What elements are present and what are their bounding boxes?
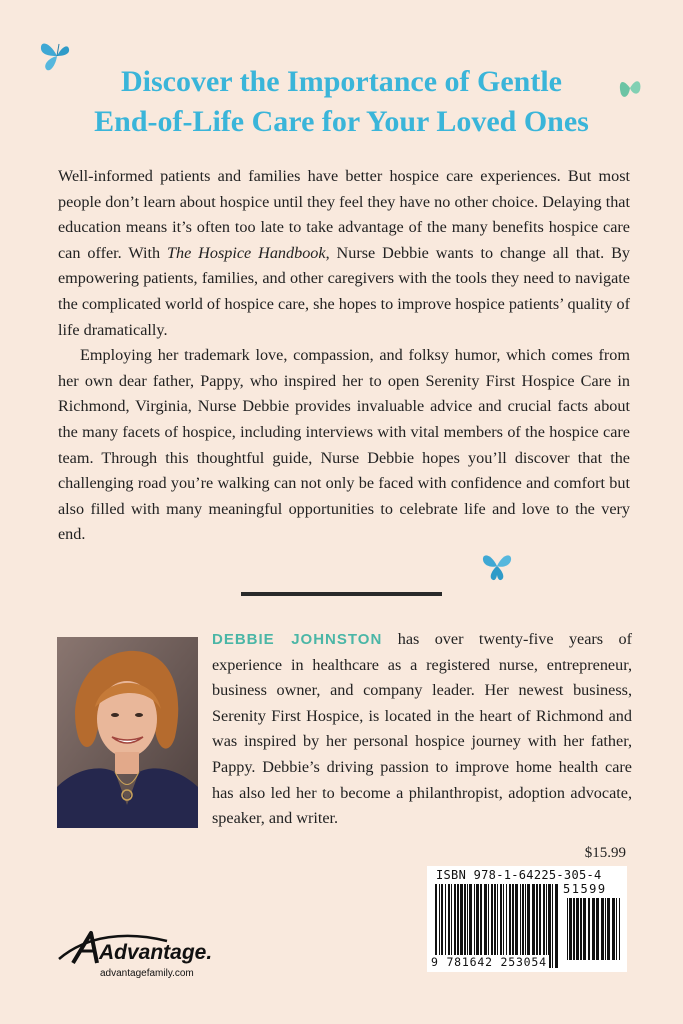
barcode-bar bbox=[607, 898, 610, 960]
barcode-bar bbox=[555, 884, 558, 968]
barcode-bar bbox=[592, 898, 595, 960]
barcode-bar bbox=[576, 898, 579, 960]
barcode-bar bbox=[619, 898, 620, 960]
author-name: DEBBIE JOHNSTON bbox=[212, 631, 383, 648]
author-bio-text: has over twenty-five years of experience in healthcare as a registered nurse, entrepreneur, business owner, and company leader. Her newest business, Serenity First Hospice, is located in the heart of Richmond and was inspired by her personal hospice journey with her father, Pappy. Debbie’s driving passion to improve home health care has also led her to become a philanthropist, adoption advocate, speaker, and writer. bbox=[212, 630, 632, 828]
headline bbox=[0, 62, 683, 142]
headline-line-1: Discover the Importance of Gentle bbox=[120, 65, 562, 98]
book-title: The Hospice Handbook bbox=[166, 243, 326, 262]
barcode-bar bbox=[605, 898, 606, 960]
description-paragraph-1: Well-informed patients and families have better hospice care experiences. But most people don’t learn about hospice until they feel they have no other choice. Delaying that education means it’s often too late to take advantage of the many benefits hospice care can offer. With The Hospice Handbook, Nurse Debbie wants to change all that. By empowering patients, families, and other caregivers with the tools they need to navigate the complicated world of hospice care, she hopes to improve hospice patients’ quality of life dramatically. bbox=[58, 167, 630, 339]
barcode-bar bbox=[601, 898, 604, 960]
barcode-bar bbox=[569, 898, 572, 960]
isbn-barcode bbox=[427, 866, 627, 972]
barcode-bar bbox=[612, 898, 615, 960]
publisher-url: advantagefamily.com bbox=[100, 968, 194, 979]
ean-number: 9 781642 253054 bbox=[431, 955, 547, 969]
addon-barcode-bars bbox=[567, 898, 623, 960]
section-divider bbox=[241, 592, 442, 596]
publisher-name: Advantage. bbox=[99, 941, 213, 964]
isbn-label: ISBN 978-1-64225-305-4 bbox=[436, 868, 602, 882]
barcode-bar bbox=[580, 898, 582, 960]
barcode-bar bbox=[616, 898, 617, 960]
description-paragraph-2: Employing her trademark love, compassion, and folksy humor, which comes from her own dear father, Pappy, who inspired her to open Serenity First Hospice Care in Richmond, Virginia, Nurse Debbie provides invaluable advice and crucial facts about the many facets of hospice, including interviews with vital members of the hospice care team. Through this thoughtful guide, Nurse Debbie hopes you’ll discover that the challenging road you’re walking can not only be faced with confidence and comfort but also filled with many meaningful opportunities to celebrate life and love to the very end. bbox=[58, 346, 630, 544]
barcode-bar bbox=[588, 898, 590, 960]
butterfly-icon bbox=[480, 548, 514, 582]
headline-line-2: End-of-Life Care for Your Loved Ones bbox=[94, 105, 589, 138]
author-bio bbox=[212, 627, 632, 832]
book-description bbox=[58, 164, 630, 548]
author-photo bbox=[57, 637, 198, 828]
barcode-bar bbox=[552, 884, 553, 968]
barcode-bar bbox=[573, 898, 575, 960]
advantage-logo bbox=[57, 925, 237, 969]
barcode-bar bbox=[583, 898, 586, 960]
barcode-bar bbox=[567, 898, 568, 960]
price-addon-number: 51599 bbox=[563, 882, 607, 896]
price-label: $15.99 bbox=[584, 845, 626, 861]
barcode-bar bbox=[596, 898, 599, 960]
